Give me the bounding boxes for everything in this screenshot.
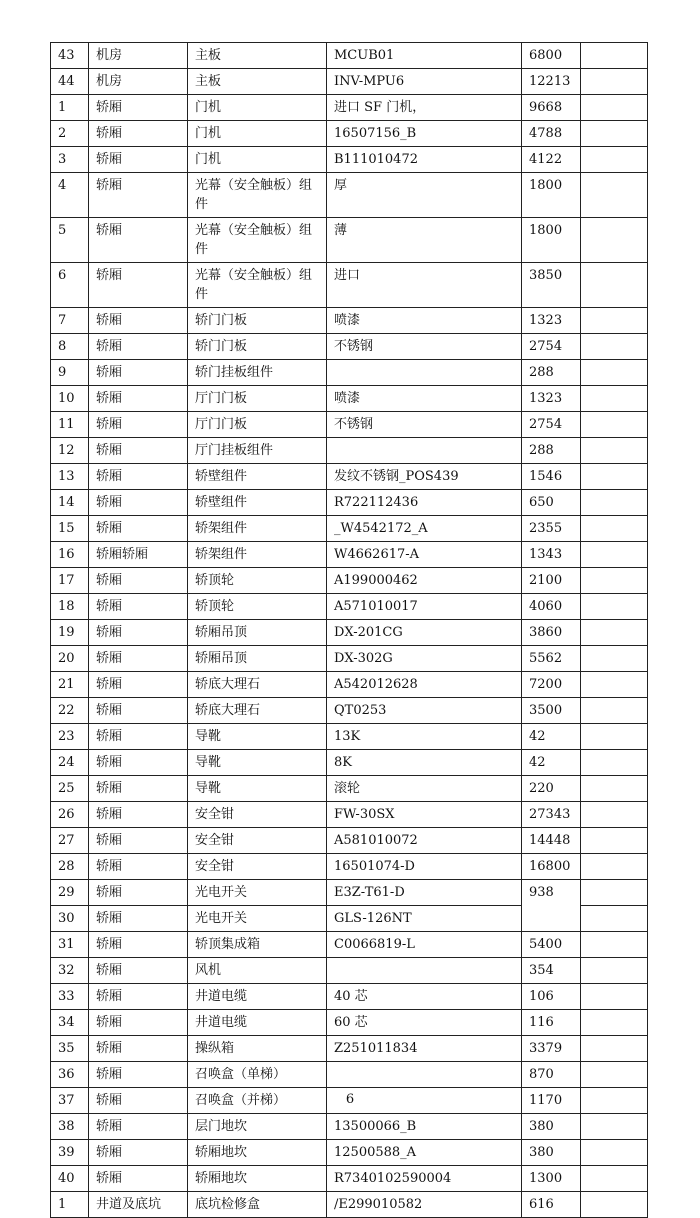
model-cell: 滚轮	[327, 776, 522, 802]
table-row	[51, 698, 648, 724]
row-number-cell: 32	[51, 958, 89, 984]
part-name-cell: 轿门门板	[188, 308, 327, 334]
location-cell: 轿厢	[89, 386, 188, 412]
price-cell: 16800	[522, 854, 581, 880]
location-cell: 轿厢	[89, 490, 188, 516]
model-cell: 13500066_B	[327, 1114, 522, 1140]
part-name-cell: 主板	[188, 69, 327, 95]
location-cell: 轿厢	[89, 776, 188, 802]
model-cell	[327, 438, 522, 464]
note-cell	[581, 854, 648, 880]
page-number: 6	[345, 1092, 355, 1107]
model-cell: GLS-126NT	[327, 906, 522, 932]
price-cell: 3860	[522, 620, 581, 646]
part-name-cell: 轿厢吊顶	[188, 646, 327, 672]
price-cell: 870	[522, 1062, 581, 1088]
price-cell: 1343	[522, 542, 581, 568]
note-cell	[581, 672, 648, 698]
price-cell: 12213	[522, 69, 581, 95]
location-cell: 轿厢	[89, 263, 188, 308]
location-cell: 轿厢	[89, 516, 188, 542]
price-cell: 27343	[522, 802, 581, 828]
model-cell: 40 芯	[327, 984, 522, 1010]
note-cell	[581, 516, 648, 542]
price-cell: 380	[522, 1114, 581, 1140]
part-name-cell: 安全钳	[188, 854, 327, 880]
row-number-cell: 8	[51, 334, 89, 360]
price-cell: 380	[522, 1140, 581, 1166]
price-cell: 42	[522, 750, 581, 776]
note-cell	[581, 724, 648, 750]
row-number-cell: 28	[51, 854, 89, 880]
row-number-cell: 39	[51, 1140, 89, 1166]
price-cell: 1323	[522, 308, 581, 334]
location-cell: 轿厢	[89, 984, 188, 1010]
location-cell: 轿厢	[89, 438, 188, 464]
table-row	[51, 147, 648, 173]
table-row	[51, 1036, 648, 1062]
row-number-cell: 37	[51, 1088, 89, 1114]
row-number-cell: 30	[51, 906, 89, 932]
row-number-cell: 14	[51, 490, 89, 516]
table-row	[51, 121, 648, 147]
row-number-cell: 11	[51, 412, 89, 438]
row-number-cell: 23	[51, 724, 89, 750]
row-number-cell: 33	[51, 984, 89, 1010]
price-cell: 288	[522, 438, 581, 464]
row-number-cell: 15	[51, 516, 89, 542]
table-row	[51, 218, 648, 263]
model-cell: 厚	[327, 173, 522, 218]
model-cell: INV-MPU6	[327, 69, 522, 95]
location-cell: 轿厢	[89, 854, 188, 880]
price-cell: 2754	[522, 334, 581, 360]
row-number-cell: 36	[51, 1062, 89, 1088]
model-cell: 喷漆	[327, 386, 522, 412]
part-name-cell: 轿厢吊顶	[188, 620, 327, 646]
location-cell: 轿厢	[89, 334, 188, 360]
model-cell: W4662617-A	[327, 542, 522, 568]
location-cell: 机房	[89, 43, 188, 69]
row-number-cell: 16	[51, 542, 89, 568]
row-number-cell: 44	[51, 69, 89, 95]
note-cell	[581, 1114, 648, 1140]
row-number-cell: 18	[51, 594, 89, 620]
note-cell	[581, 750, 648, 776]
price-cell: 9668	[522, 95, 581, 121]
table-body	[51, 43, 648, 1218]
note-cell	[581, 1036, 648, 1062]
table-row	[51, 412, 648, 438]
table-row	[51, 828, 648, 854]
row-number-cell: 26	[51, 802, 89, 828]
model-cell: R722112436	[327, 490, 522, 516]
location-cell: 轿厢	[89, 1114, 188, 1140]
location-cell: 轿厢	[89, 464, 188, 490]
note-cell	[581, 906, 648, 932]
part-name-cell: 轿底大理石	[188, 672, 327, 698]
price-cell: 1546	[522, 464, 581, 490]
price-cell: 650	[522, 490, 581, 516]
model-cell	[327, 958, 522, 984]
table-row	[51, 308, 648, 334]
part-name-cell: 井道电缆	[188, 1010, 327, 1036]
table-row	[51, 69, 648, 95]
part-name-cell: 导靴	[188, 724, 327, 750]
location-cell: 轿厢	[89, 412, 188, 438]
price-cell: 3500	[522, 698, 581, 724]
row-number-cell: 7	[51, 308, 89, 334]
location-cell: 轿厢	[89, 880, 188, 906]
note-cell	[581, 698, 648, 724]
table-row	[51, 360, 648, 386]
note-cell	[581, 1140, 648, 1166]
row-number-cell: 9	[51, 360, 89, 386]
price-cell: 14448	[522, 828, 581, 854]
table-row	[51, 646, 648, 672]
price-cell: 3379	[522, 1036, 581, 1062]
model-cell: 16507156_B	[327, 121, 522, 147]
model-cell: 不锈钢	[327, 334, 522, 360]
row-number-cell: 12	[51, 438, 89, 464]
row-number-cell: 43	[51, 43, 89, 69]
model-cell: DX-302G	[327, 646, 522, 672]
part-name-cell: 光电开关	[188, 880, 327, 906]
location-cell: 轿厢	[89, 308, 188, 334]
model-cell: A199000462	[327, 568, 522, 594]
part-name-cell: 安全钳	[188, 802, 327, 828]
price-cell: 354	[522, 958, 581, 984]
note-cell	[581, 880, 648, 906]
part-name-cell: 轿架组件	[188, 542, 327, 568]
location-cell: 轿厢	[89, 218, 188, 263]
table-row	[51, 173, 648, 218]
price-cell: 1800	[522, 173, 581, 218]
location-cell: 机房	[89, 69, 188, 95]
model-cell: Z251011834	[327, 1036, 522, 1062]
table-row	[51, 464, 648, 490]
model-cell: 12500588_A	[327, 1140, 522, 1166]
price-cell: 116	[522, 1010, 581, 1036]
model-cell	[327, 360, 522, 386]
note-cell	[581, 438, 648, 464]
part-name-cell: 主板	[188, 43, 327, 69]
table-row	[51, 386, 648, 412]
price-cell: 106	[522, 984, 581, 1010]
price-cell: 1300	[522, 1166, 581, 1192]
row-number-cell: 20	[51, 646, 89, 672]
note-cell	[581, 69, 648, 95]
table-row	[51, 958, 648, 984]
note-cell	[581, 594, 648, 620]
model-cell: 进口	[327, 263, 522, 308]
table-row	[51, 263, 648, 308]
row-number-cell: 22	[51, 698, 89, 724]
table-row	[51, 1114, 648, 1140]
part-name-cell: 召唤盒（并梯）	[188, 1088, 327, 1114]
part-name-cell: 井道电缆	[188, 984, 327, 1010]
note-cell	[581, 412, 648, 438]
location-cell: 轿厢轿厢	[89, 542, 188, 568]
location-cell: 轿厢	[89, 1140, 188, 1166]
price-cell: 2355	[522, 516, 581, 542]
model-cell: R7340102590004	[327, 1166, 522, 1192]
price-cell: 288	[522, 360, 581, 386]
note-cell	[581, 334, 648, 360]
model-cell: 8K	[327, 750, 522, 776]
note-cell	[581, 43, 648, 69]
location-cell: 轿厢	[89, 828, 188, 854]
note-cell	[581, 263, 648, 308]
table-row	[51, 1192, 648, 1218]
model-cell: E3Z-T61-D	[327, 880, 522, 906]
part-name-cell: 轿架组件	[188, 516, 327, 542]
row-number-cell: 35	[51, 1036, 89, 1062]
location-cell: 轿厢	[89, 594, 188, 620]
row-number-cell: 27	[51, 828, 89, 854]
price-cell: 6800	[522, 43, 581, 69]
price-cell: 616	[522, 1192, 581, 1218]
location-cell: 轿厢	[89, 360, 188, 386]
price-cell: 938	[522, 880, 581, 932]
table-row	[51, 802, 648, 828]
row-number-cell: 17	[51, 568, 89, 594]
table-row	[51, 43, 648, 69]
price-cell: 4122	[522, 147, 581, 173]
row-number-cell: 2	[51, 121, 89, 147]
table-row	[51, 594, 648, 620]
part-name-cell: 轿壁组件	[188, 464, 327, 490]
part-name-cell: 轿厢地坎	[188, 1166, 327, 1192]
row-number-cell: 6	[51, 263, 89, 308]
row-number-cell: 19	[51, 620, 89, 646]
part-name-cell: 底坑检修盒	[188, 1192, 327, 1218]
row-number-cell: 1	[51, 1192, 89, 1218]
location-cell: 轿厢	[89, 147, 188, 173]
part-name-cell: 门机	[188, 121, 327, 147]
note-cell	[581, 360, 648, 386]
location-cell: 轿厢	[89, 1010, 188, 1036]
note-cell	[581, 802, 648, 828]
part-name-cell: 光幕（安全触板）组件	[188, 263, 327, 308]
row-number-cell: 40	[51, 1166, 89, 1192]
note-cell	[581, 121, 648, 147]
table-row	[51, 568, 648, 594]
row-number-cell: 38	[51, 1114, 89, 1140]
model-cell: A571010017	[327, 594, 522, 620]
table-row	[51, 516, 648, 542]
note-cell	[581, 932, 648, 958]
row-number-cell: 34	[51, 1010, 89, 1036]
note-cell	[581, 490, 648, 516]
part-name-cell: 轿壁组件	[188, 490, 327, 516]
part-name-cell: 导靴	[188, 750, 327, 776]
part-name-cell: 轿门门板	[188, 334, 327, 360]
note-cell	[581, 568, 648, 594]
price-cell: 220	[522, 776, 581, 802]
note-cell	[581, 1062, 648, 1088]
table-row	[51, 95, 648, 121]
model-cell: 13K	[327, 724, 522, 750]
table-row	[51, 1166, 648, 1192]
note-cell	[581, 542, 648, 568]
table-row	[51, 1062, 648, 1088]
row-number-cell: 29	[51, 880, 89, 906]
location-cell: 轿厢	[89, 95, 188, 121]
model-cell	[327, 1062, 522, 1088]
part-name-cell: 轿门挂板组件	[188, 360, 327, 386]
part-name-cell: 门机	[188, 95, 327, 121]
location-cell: 轿厢	[89, 1062, 188, 1088]
note-cell	[581, 1010, 648, 1036]
location-cell: 轿厢	[89, 568, 188, 594]
parts-price-table	[50, 42, 648, 1218]
table-row	[51, 776, 648, 802]
part-name-cell: 轿顶轮	[188, 594, 327, 620]
note-cell	[581, 1192, 648, 1218]
note-cell	[581, 308, 648, 334]
note-cell	[581, 958, 648, 984]
row-number-cell: 5	[51, 218, 89, 263]
location-cell: 轿厢	[89, 121, 188, 147]
price-cell: 5562	[522, 646, 581, 672]
price-cell: 1800	[522, 218, 581, 263]
model-cell: 进口 SF 门机，	[327, 95, 522, 121]
table-row	[51, 1010, 648, 1036]
table-row	[51, 334, 648, 360]
row-number-cell: 25	[51, 776, 89, 802]
model-cell: MCUB01	[327, 43, 522, 69]
part-name-cell: 导靴	[188, 776, 327, 802]
row-number-cell: 21	[51, 672, 89, 698]
model-cell: A581010072	[327, 828, 522, 854]
note-cell	[581, 173, 648, 218]
note-cell	[581, 147, 648, 173]
location-cell: 轿厢	[89, 906, 188, 932]
note-cell	[581, 218, 648, 263]
note-cell	[581, 464, 648, 490]
location-cell: 轿厢	[89, 646, 188, 672]
model-cell: 16501074-D	[327, 854, 522, 880]
part-name-cell: 安全钳	[188, 828, 327, 854]
part-name-cell: 轿厢地坎	[188, 1140, 327, 1166]
location-cell: 轿厢	[89, 173, 188, 218]
note-cell	[581, 984, 648, 1010]
part-name-cell: 轿顶轮	[188, 568, 327, 594]
price-cell: 4060	[522, 594, 581, 620]
price-cell: 5400	[522, 932, 581, 958]
part-name-cell: 光电开关	[188, 906, 327, 932]
part-name-cell: 风机	[188, 958, 327, 984]
model-cell: B111010472	[327, 147, 522, 173]
row-number-cell: 31	[51, 932, 89, 958]
price-cell: 2754	[522, 412, 581, 438]
table-row	[51, 854, 648, 880]
part-name-cell: 光幕（安全触板）组件	[188, 173, 327, 218]
location-cell: 轿厢	[89, 620, 188, 646]
table-row	[51, 880, 648, 906]
model-cell: 60 芯	[327, 1010, 522, 1036]
location-cell: 轿厢	[89, 724, 188, 750]
model-cell: QT0253	[327, 698, 522, 724]
table-row	[51, 672, 648, 698]
model-cell: 喷漆	[327, 308, 522, 334]
row-number-cell: 24	[51, 750, 89, 776]
model-cell: _W4542172_A	[327, 516, 522, 542]
location-cell: 轿厢	[89, 932, 188, 958]
table-row	[51, 984, 648, 1010]
part-name-cell: 层门地坎	[188, 1114, 327, 1140]
note-cell	[581, 646, 648, 672]
row-number-cell: 1	[51, 95, 89, 121]
location-cell: 轿厢	[89, 802, 188, 828]
location-cell: 轿厢	[89, 1088, 188, 1114]
row-number-cell: 3	[51, 147, 89, 173]
location-cell: 轿厢	[89, 698, 188, 724]
part-name-cell: 召唤盒（单梯）	[188, 1062, 327, 1088]
location-cell: 井道及底坑	[89, 1192, 188, 1218]
location-cell: 轿厢	[89, 672, 188, 698]
model-cell: 发纹不锈钢_POS439	[327, 464, 522, 490]
part-name-cell: 光幕（安全触板）组件	[188, 218, 327, 263]
location-cell: 轿厢	[89, 958, 188, 984]
note-cell	[581, 386, 648, 412]
part-name-cell: 操纵箱	[188, 1036, 327, 1062]
model-cell: 薄	[327, 218, 522, 263]
model-cell: A542012628	[327, 672, 522, 698]
row-number-cell: 10	[51, 386, 89, 412]
location-cell: 轿厢	[89, 1036, 188, 1062]
part-name-cell: 轿顶集成箱	[188, 932, 327, 958]
table-row	[51, 932, 648, 958]
price-cell: 3850	[522, 263, 581, 308]
part-name-cell: 厅门挂板组件	[188, 438, 327, 464]
table-row	[51, 724, 648, 750]
note-cell	[581, 828, 648, 854]
model-cell: DX-201CG	[327, 620, 522, 646]
part-name-cell: 厅门门板	[188, 412, 327, 438]
note-cell	[581, 620, 648, 646]
location-cell: 轿厢	[89, 750, 188, 776]
price-cell: 42	[522, 724, 581, 750]
note-cell	[581, 95, 648, 121]
table-row	[51, 542, 648, 568]
model-cell: 不锈钢	[327, 412, 522, 438]
table-row	[51, 1140, 648, 1166]
part-name-cell: 厅门门板	[188, 386, 327, 412]
row-number-cell: 4	[51, 173, 89, 218]
note-cell	[581, 1166, 648, 1192]
price-cell: 1323	[522, 386, 581, 412]
price-cell: 7200	[522, 672, 581, 698]
model-cell: C0066819-L	[327, 932, 522, 958]
price-cell: 2100	[522, 568, 581, 594]
part-name-cell: 门机	[188, 147, 327, 173]
location-cell: 轿厢	[89, 1166, 188, 1192]
row-number-cell: 13	[51, 464, 89, 490]
note-cell	[581, 776, 648, 802]
price-cell: 4788	[522, 121, 581, 147]
price-cell: 1170	[522, 1088, 581, 1114]
table-row	[51, 620, 648, 646]
model-cell: /E299010582	[327, 1192, 522, 1218]
part-name-cell: 轿底大理石	[188, 698, 327, 724]
table-row	[51, 490, 648, 516]
model-cell: FW-30SX	[327, 802, 522, 828]
table-row	[51, 750, 648, 776]
table-row	[51, 438, 648, 464]
